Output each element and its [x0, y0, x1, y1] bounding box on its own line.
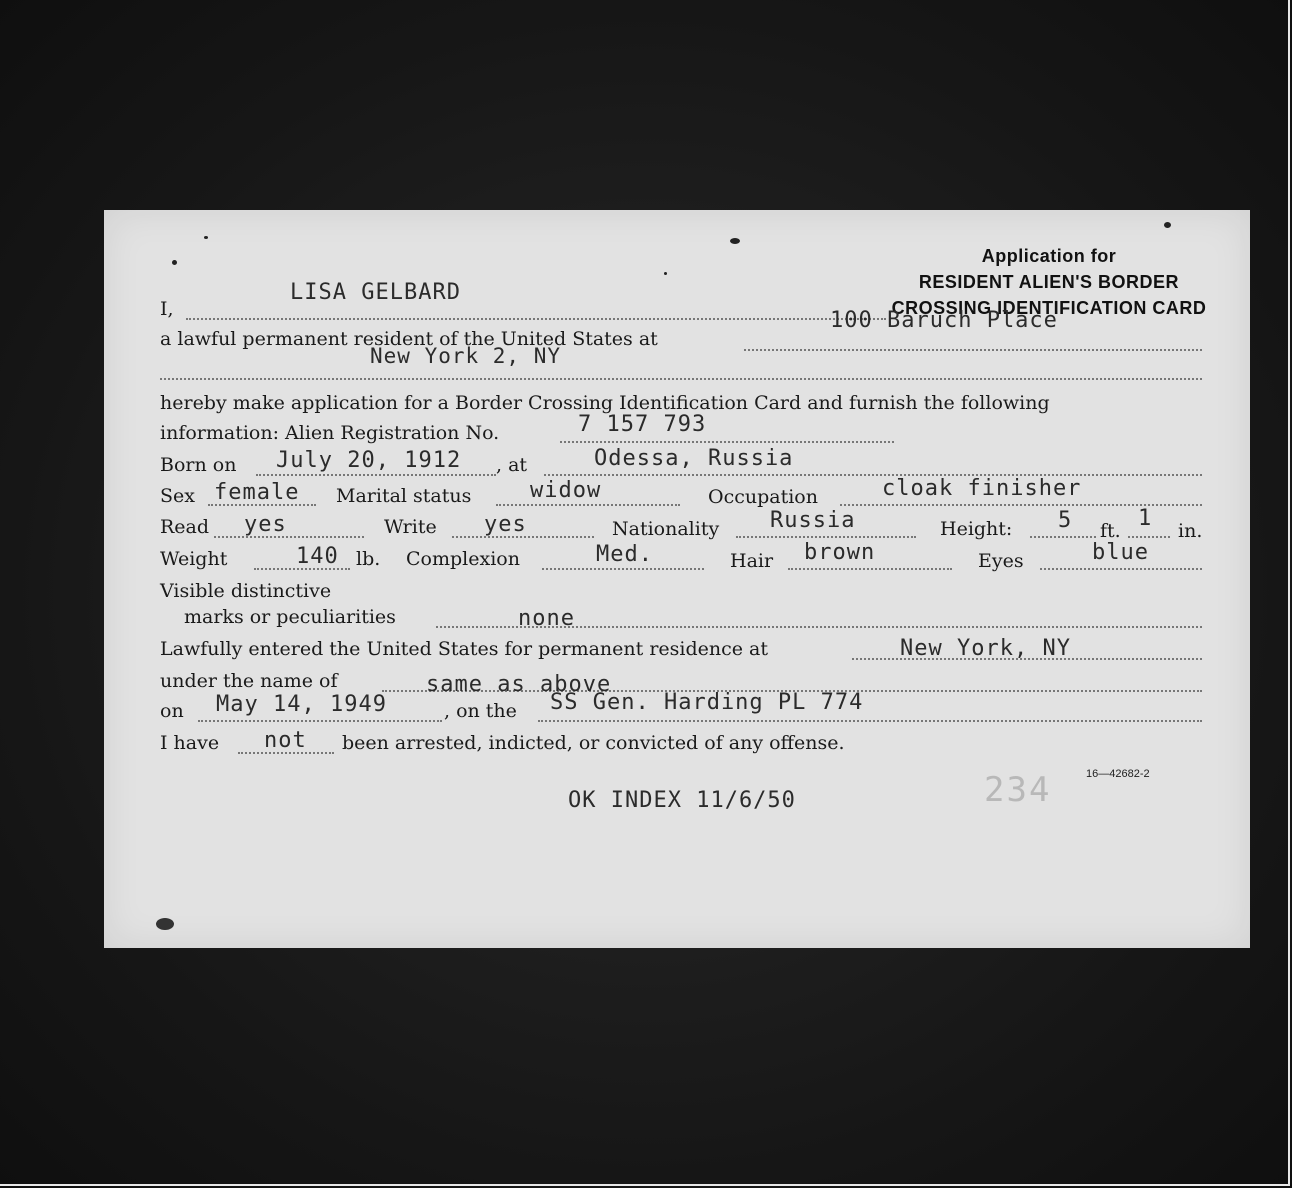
complexion-value: Med.	[596, 542, 653, 567]
entry-name: same as above	[426, 672, 612, 697]
occupation-value: cloak finisher	[882, 476, 1082, 501]
eyes-value: blue	[1092, 540, 1149, 565]
stamp-number: 234	[984, 770, 1052, 810]
ok-index-note: OK INDEX 11/6/50	[568, 788, 796, 813]
label-on-the: , on the	[444, 700, 517, 722]
scan-speck	[156, 918, 174, 930]
label-arrested: been arrested, indicted, or convicted of any offense.	[342, 732, 845, 754]
alien-no-line	[560, 441, 894, 443]
height-ft-line	[1030, 536, 1096, 538]
read-line	[214, 536, 364, 538]
label-hereby: hereby make application for a Border Crossing Identification Card and furnish the following	[160, 392, 1050, 414]
birth-place: Odessa, Russia	[594, 446, 794, 471]
city-line	[160, 378, 1202, 380]
scan-speck	[1164, 222, 1171, 228]
label-on: on	[160, 700, 184, 722]
street-line	[744, 349, 1202, 351]
height-in-line	[1128, 536, 1170, 538]
label-occupation: Occupation	[708, 486, 818, 508]
label-lb: lb.	[356, 548, 381, 570]
form-number: 16—42682-2	[1086, 768, 1150, 780]
marks-value: none	[518, 606, 575, 631]
ship-value: SS Gen. Harding PL 774	[550, 690, 864, 715]
write-value: yes	[484, 512, 527, 537]
label-visible: Visible distinctive	[160, 580, 332, 602]
label-i-have: I have	[160, 732, 220, 754]
applicant-name: LISA GELBARD	[290, 280, 461, 305]
label-read: Read	[160, 516, 210, 538]
birth-date-line	[256, 474, 496, 476]
scan-speck	[172, 260, 177, 265]
label-in: in.	[1178, 520, 1203, 542]
label-write: Write	[384, 516, 437, 538]
label-under: under the name of	[160, 670, 338, 692]
weight-value: 140	[296, 544, 339, 569]
arrest-value: not	[264, 728, 307, 753]
ship-line	[538, 720, 1202, 722]
scan-speck	[730, 238, 740, 244]
label-at: , at	[496, 454, 528, 476]
street-address: 100 Baruch Place	[830, 308, 1058, 333]
height-ft: 5	[1058, 508, 1073, 533]
label-eyes: Eyes	[978, 550, 1024, 572]
read-value: yes	[244, 512, 287, 537]
scan-speck	[204, 236, 208, 239]
border-crossing-card	[104, 210, 1250, 948]
eyes-line	[1040, 568, 1202, 570]
label-born-on: Born on	[160, 454, 237, 476]
label-i: I,	[160, 298, 174, 320]
label-complexion: Complexion	[406, 548, 520, 570]
height-in: 1	[1138, 506, 1153, 531]
label-lawful: a lawful permanent resident of the United States at	[160, 328, 658, 350]
alien-registration-no: 7 157 793	[578, 412, 707, 437]
marital-status: widow	[530, 478, 602, 503]
label-ft: ft.	[1100, 520, 1121, 542]
label-marital: Marital status	[336, 485, 472, 507]
header-line2: RESIDENT ALIEN'S BORDER	[918, 272, 1180, 292]
marital-line	[496, 504, 680, 506]
city-address: New York 2, NY	[370, 344, 562, 368]
label-height: Height:	[940, 518, 1013, 540]
entry-date-line	[198, 720, 442, 722]
name-line	[186, 318, 886, 320]
label-weight: Weight	[160, 548, 228, 570]
label-entered: Lawfully entered the United States for permanent residence at	[160, 638, 769, 660]
birth-place-line	[544, 474, 1202, 476]
header-line3: CROSSING IDENTIFICATION CARD	[891, 298, 1207, 318]
sex-value: female	[214, 480, 300, 505]
complexion-line	[542, 568, 704, 570]
label-info: information: Alien Registration No.	[160, 422, 500, 444]
nationality-value: Russia	[770, 508, 856, 533]
scan-speck	[664, 272, 667, 275]
entry-date: May 14, 1949	[216, 692, 387, 717]
label-hair: Hair	[730, 550, 774, 572]
entry-place: New York, NY	[900, 636, 1071, 661]
header-line1: Application for	[981, 246, 1117, 266]
nationality-line	[736, 536, 916, 538]
label-sex: Sex	[160, 485, 195, 507]
birth-date: July 20, 1912	[276, 448, 462, 473]
label-marks: marks or peculiarities	[184, 606, 396, 628]
hair-value: brown	[804, 540, 876, 565]
label-nationality: Nationality	[612, 518, 720, 540]
hair-line	[788, 568, 952, 570]
